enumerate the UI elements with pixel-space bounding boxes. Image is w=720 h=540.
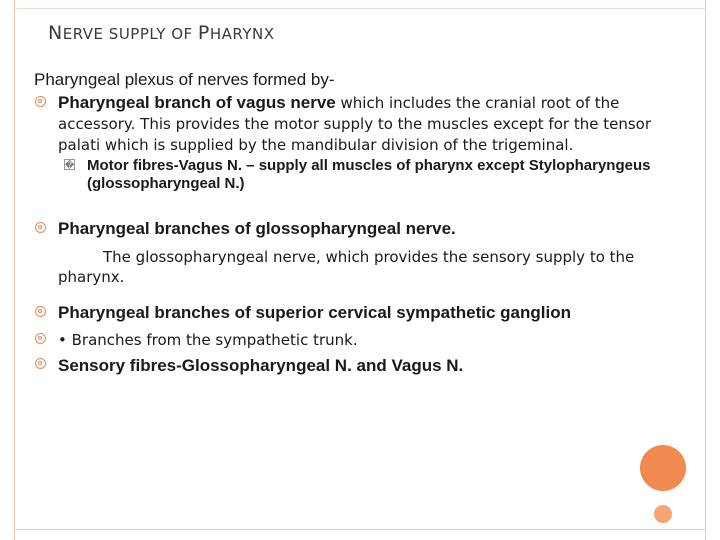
ring-bullet-icon xyxy=(35,96,46,107)
title-small-1: ERVE SUPPLY OF xyxy=(62,25,198,43)
title-cap-p: P xyxy=(197,22,210,44)
decor-circle-small xyxy=(654,505,672,523)
item-heading: Sensory fibres-Glossopharyngeal N. and Vagus N. xyxy=(58,356,464,375)
slide-content xyxy=(34,70,694,378)
list-item-branches xyxy=(34,330,694,351)
box-bullet-icon: � xyxy=(65,160,75,170)
slide-frame-right xyxy=(705,0,706,540)
glosso-paragraph-text: The glossopharyngeal nerve, which provides the sensory supply to the pharynx. xyxy=(58,248,635,286)
ring-bullet-icon xyxy=(35,358,46,369)
slide-title xyxy=(48,22,275,44)
list-item-sympathetic xyxy=(34,303,694,324)
item-heading: Pharyngeal branches of superior cervical sympathetic ganglion xyxy=(58,303,571,322)
sub-item-text: Motor fibres-Vagus N. – supply all muscles of pharynx except Stylopharyngeus (glossopharyngeal N.) xyxy=(87,157,651,192)
slide-frame-left xyxy=(14,0,15,540)
ring-bullet-icon xyxy=(35,306,46,317)
sub-item-motor-fibres xyxy=(58,157,694,193)
ring-bullet-icon xyxy=(35,333,46,344)
glosso-paragraph xyxy=(58,247,694,287)
decor-circle-large xyxy=(640,445,686,491)
list-item-sensory xyxy=(34,355,694,378)
item-text: which includes the cranial root of the accessory. This provides the motor supply to the muscles except for the tensor palati which is supplied by the mandibular division of the trigeminal. xyxy=(58,94,651,154)
list-item-glossopharyngeal xyxy=(34,219,694,287)
item-text: • Branches from the sympathetic trunk. xyxy=(58,331,358,349)
item-heading: Pharyngeal branches of glossopharyngeal nerve. xyxy=(58,219,456,238)
intro-line: Pharyngeal plexus of nerves formed by- xyxy=(34,70,335,89)
title-small-2: HARYNX xyxy=(209,25,275,43)
item-heading: Pharyngeal branch of vagus nerve xyxy=(58,93,336,112)
ring-bullet-icon xyxy=(35,222,46,233)
list-item-vagus xyxy=(34,93,694,193)
slide-frame-bottom xyxy=(14,529,706,530)
slide-frame-top xyxy=(14,8,706,9)
title-cap-n: N xyxy=(48,22,63,44)
